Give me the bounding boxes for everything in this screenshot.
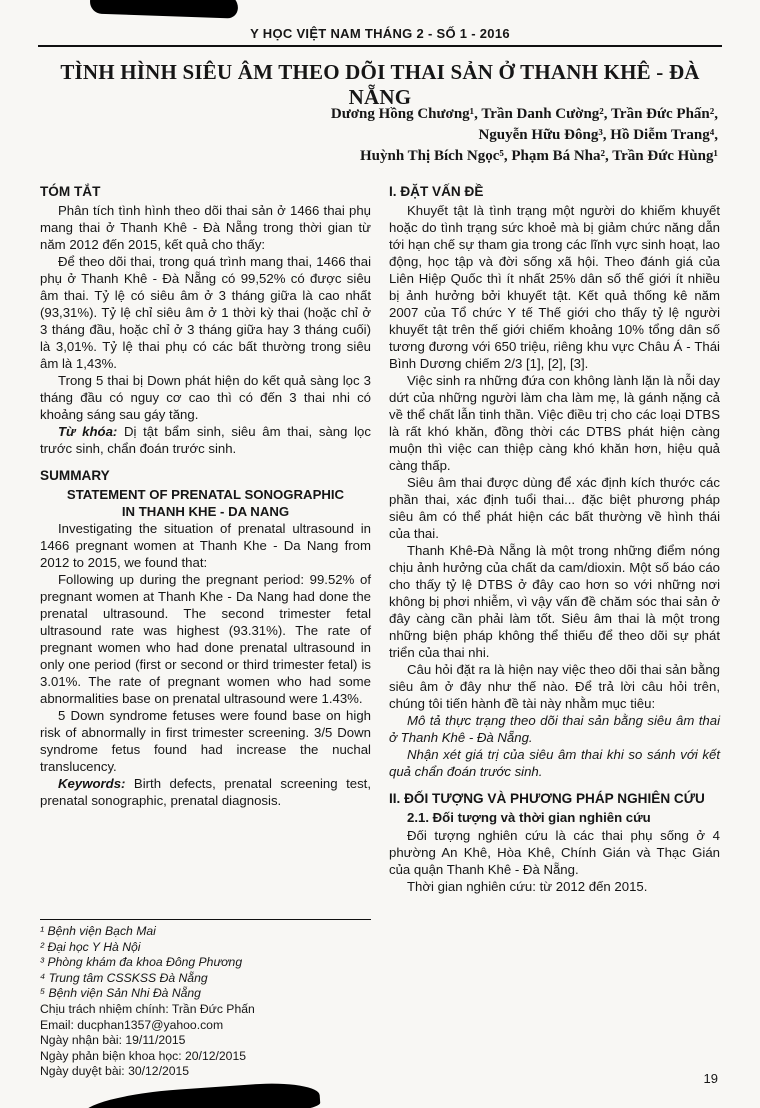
page-number: 19 bbox=[703, 1071, 718, 1086]
received-date-line: Ngày nhận bài: 19/11/2015 bbox=[40, 1033, 186, 1048]
left-column bbox=[40, 182, 371, 1080]
review-date-line: Ngày phản biện khoa học: 20/12/2015 bbox=[40, 1048, 246, 1063]
section1-paragraph: Câu hỏi đặt ra là hiện nay việc theo dõi thai sản bằng siêu âm ở đây như thế nào. Để trả lời câu hỏi trên, chúng tôi tiến hành đề tài này nhằm mục tiêu: bbox=[389, 662, 720, 711]
affiliation-footnote: ¹ Bệnh viện Bạch Mai bbox=[40, 924, 156, 939]
keywords-text-en: Birth defects, prenatal screening test, prenatal sonographic, prenatal diagnosis. bbox=[40, 776, 371, 808]
abstract-en-paragraph: Following up during the pregnant period: 99.52% of pregnant women at Thanh Khe - Da Nang had done the prenatal ultrasound. The second trimester fetal ultrasound rate was highest (93.31%). The rate of pregnant women who had done prenatal ultrasound in only one period (first or second or third trimester fetal) is 3.01%. The rate of pregnant women who had some abnormalities base on prenatal ultrasound were 1.43%. bbox=[40, 572, 371, 706]
affiliation-footnote: ³ Phòng khám đa khoa Đông Phương bbox=[40, 955, 243, 970]
study-objective: Mô tả thực trạng theo dõi thai sản bằng siêu âm thai ở Thanh Khê - Đà Nẵng. bbox=[389, 713, 720, 745]
corresponding-author-line: Chịu trách nhiệm chính: Trần Đức Phấn bbox=[40, 1002, 255, 1017]
scan-ink-artifact-bottom bbox=[81, 1080, 321, 1108]
affiliation-footnote: ⁴ Trung tâm CSSKSS Đà Nẵng bbox=[40, 970, 208, 985]
summary-subtitle-line: STATEMENT OF PRENATAL SONOGRAPHIC bbox=[66, 487, 345, 502]
running-head: Y HỌC VIỆT NAM THÁNG 2 - SỐ 1 - 2016 bbox=[250, 26, 510, 41]
section2-paragraph: Thời gian nghiên cứu: từ 2012 đến 2015. bbox=[407, 879, 648, 894]
accepted-date-line: Ngày duyệt bài: 30/12/2015 bbox=[40, 1064, 190, 1079]
abstract-vi-keywords bbox=[40, 423, 371, 457]
summary-heading: SUMMARY bbox=[40, 468, 110, 483]
summary-subtitle bbox=[40, 486, 371, 520]
section2-paragraph: Đối tượng nghiên cứu là các thai phụ sống ở 4 phường An Khê, Hòa Khê, Chính Gián và Thạc Gián của quận Thanh Khê - Đà Nẵng. bbox=[389, 828, 720, 877]
author-block bbox=[150, 104, 718, 167]
footnote-divider bbox=[40, 919, 371, 920]
keywords-text-vi: Dị tật bẩm sinh, siêu âm thai, sàng lọc trước sinh, chẩn đoán trước sinh. bbox=[40, 424, 371, 456]
keywords-label-en: Keywords: bbox=[58, 776, 126, 791]
section2-subheading: 2.1. Đối tượng và thời gian nghiên cứu bbox=[407, 810, 651, 825]
abstract-vi-heading: TÓM TẮT bbox=[40, 184, 101, 199]
abstract-vi-paragraph: Phân tích tình hình theo dõi thai sản ở 1466 thai phụ mang thai ở Thanh Khê - Đà Nẵng trong thời gian từ năm 2012 đến 2015, kết quả cho thấy: bbox=[40, 203, 371, 252]
email-line: Email: ducphan1357@yahoo.com bbox=[40, 1017, 224, 1032]
abstract-en-paragraph: Investigating the situation of prenatal ultrasound in 1466 pregnant women at Thanh Khe - Da Nang from 2012 to 2015, we found that: bbox=[40, 521, 371, 570]
summary-subtitle-line: IN THANH KHE - DA NANG bbox=[121, 504, 290, 519]
two-column-body bbox=[40, 182, 720, 1080]
study-objective: Nhận xét giá trị của siêu âm thai khi so sánh với kết quả chẩn đoán trước sinh. bbox=[389, 747, 720, 779]
keywords-label-vi: Từ khóa: bbox=[58, 424, 118, 439]
abstract-en-keywords bbox=[40, 775, 371, 809]
section2-heading: II. ĐỐI TƯỢNG VÀ PHƯƠNG PHÁP NGHIÊN CỨU bbox=[389, 791, 705, 806]
section1-paragraph: Thanh Khê-Đà Nẵng là một trong những điểm nóng chịu ảnh hưởng của chất da cam/dioxin. Một số báo cáo cho thấy tỷ lệ DTBS ở đây cao hơn so với những nơi không bị phơi nhiễm, vì vậy vấn đề chăm sóc thai sản ở đây càng cần phải làm tốt. Siêu âm thai là một trong những biện pháp không thể thiếu để theo dõi sự phát triển của thai nhi. bbox=[389, 543, 720, 660]
footnote-block bbox=[40, 919, 371, 1080]
scan-ink-artifact-top bbox=[90, 0, 239, 19]
author-line: Dương Hồng Chương¹, Trần Danh Cường², Trần Đức Phấn², bbox=[330, 106, 718, 122]
abstract-vi-paragraph: Để theo dõi thai, trong quá trình mang thai, 1466 thai phụ ở Thanh Khê - Đà Nẵng có 99,52% có được siêu âm thai. Tỷ lệ có siêu âm ở 3 tháng giữa là cao nhất (93,31%). Tỷ lệ chỉ siêu âm ở 1 thời kỳ thai (hoặc chỉ ở 3 tháng đầu, hoặc chỉ ở 3 tháng giữa hay 3 tháng cuối) là 3,01%. Tỷ lệ thai phụ có các bất thường trong siêu âm là 1,43%. bbox=[40, 254, 371, 371]
section1-paragraph: Khuyết tật là tình trạng một người do khiếm khuyết hoặc do tình trạng sức khoẻ mà bị giảm chức năng dẫn tới hạn chế sự tham gia trong các lĩnh vực sinh hoạt, lao động, học tập và đời sống xã hội. Theo đánh giá của Liên Hiệp Quốc thì ít nhất 25% dân số thế giới ít nhiều bị ảnh hưởng bởi khuyết tật. Kết quả thống kê năm 2007 của Tổ chức Y tế Thế giới cho thấy tỷ lệ người khuyết tật trên thế giới chiếm khoảng 10% tổng dân số tương đương với 650 triệu, riêng khu vực Châu Á - Thái Bình Dương chiếm 2/3 [1], [2], [3]. bbox=[389, 203, 720, 371]
abstract-vi-paragraph: Trong 5 thai bị Down phát hiện do kết quả sàng lọc 3 tháng đầu có nguy cơ cao thì có đến 3 thai nhi có khoảng sáng sau gáy tăng. bbox=[40, 373, 371, 422]
abstract-en-paragraph: 5 Down syndrome fetuses were found base on high risk of abnormally in first trimester screening. 3/5 Down syndrome fetus found had increase the nuchal translucency. bbox=[40, 708, 371, 774]
section1-paragraph: Việc sinh ra những đứa con không lành lặn là nỗi day dứt của những người làm cha làm mẹ, là gánh nặng cả về thể chất lẫn tinh thần. Việc điều trị cho các loại DTBS là rất khó khăn, đồng thời các DTBS phát hiện càng muộn thì việc can thiệp càng khó khăn hơn, hiệu quả càng thấp. bbox=[389, 373, 720, 473]
section1-heading: I. ĐẶT VẤN ĐỀ bbox=[389, 184, 484, 199]
affiliation-footnote: ² Đại học Y Hà Nội bbox=[40, 939, 141, 954]
header-divider bbox=[38, 45, 722, 47]
author-line: Huỳnh Thị Bích Ngọc⁵, Phạm Bá Nha², Trần Đức Hùng¹ bbox=[360, 148, 718, 164]
author-line: Nguyễn Hữu Đông³, Hồ Diễm Trang⁴, bbox=[478, 127, 718, 143]
article-title: TÌNH HÌNH SIÊU ÂM THEO DÕI THAI SẢN Ở THANH KHÊ - ĐÀ NẴNG bbox=[60, 60, 700, 109]
affiliation-footnote: ⁵ Bệnh viện Sản Nhi Đà Nẵng bbox=[40, 986, 201, 1001]
right-column bbox=[389, 182, 720, 1080]
section1-paragraph: Siêu âm thai được dùng để xác định kích thước các phần thai, xác định tuổi thai... đặc biệt phương pháp siêu âm có thể phát hiện các bất thường về hình thái của thai. bbox=[389, 475, 720, 541]
